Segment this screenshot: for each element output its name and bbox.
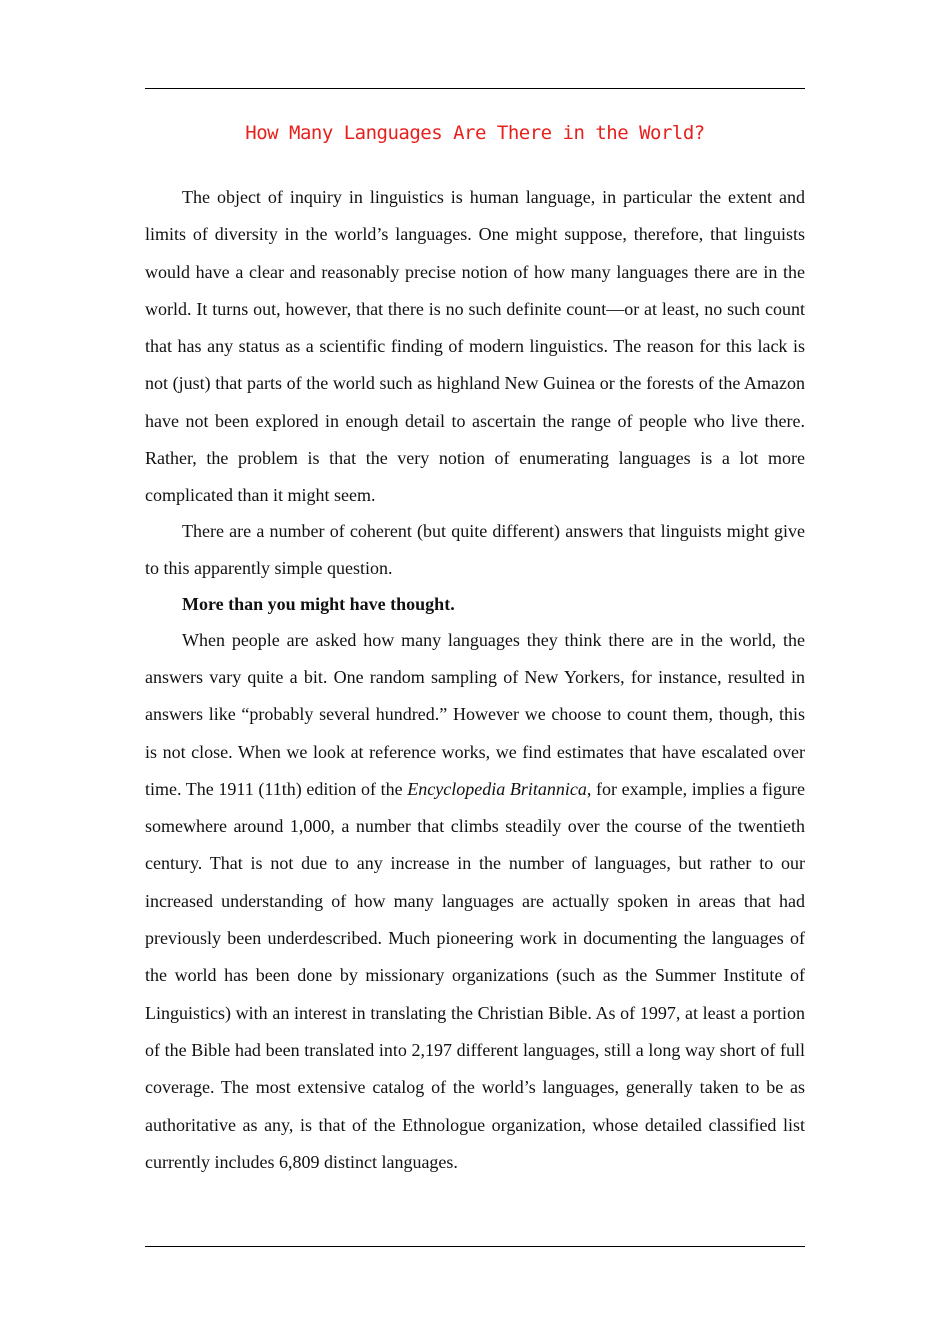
document-title: How Many Languages Are There in the World? <box>245 122 705 144</box>
top-rule <box>145 88 805 89</box>
paragraph-estimates <box>145 622 805 1181</box>
paragraph-estimates-part1: When people are asked how many languages they think there are in the world, the answers vary quite a bit. One random sampling of New Yorkers, for instance, resulted in answers like “probably several hundred.” However we choose to count them, though, this is not close. When we look at reference works, we find estimates that have escalated over time. The 1911 (11th) edition of the <box>145 629 805 799</box>
paragraph-answers: There are a number of coherent (but quite different) answers that linguists might give to this apparently simple question. <box>145 520 805 578</box>
section-heading: More than you might have thought. <box>182 593 455 614</box>
encyclopedia-title: Encyclopedia Britannica <box>407 778 587 799</box>
paragraph-intro: The object of inquiry in linguistics is human language, in particular the extent and limits of diversity in the world’s languages. One might suppose, therefore, that linguists would have a clear and reasonably precise notion of how many languages there are in the world. It turns out, however, that there is no such definite count—or at least, no such count that has any status as a scientific finding of modern linguistics. The reason for this lack is not (just) that parts of the world such as highland New Guinea or the forests of the Amazon have not been explored in enough detail to ascertain the range of people who live there. Rather, the problem is that the very notion of enumerating languages is a lot more complicated than it might seem. <box>145 187 805 506</box>
bottom-rule <box>145 1246 805 1247</box>
document-body <box>145 179 805 1181</box>
paragraph-estimates-part2: , for example, implies a figure somewhere around 1,000, a number that climbs steadily over the course of the twentieth century. That is not due to any increase in the number of languages, but rather to our increased understanding of how many languages are actually spoken in areas that had previously been underdescribed. Much pioneering work in documenting the languages of the world has been done by missionary organizations (such as the Summer Institute of Linguistics) with an interest in translating the Christian Bible. As of 1997, at least a portion of the Bible had been translated into 2,197 different languages, still a long way short of full coverage. The most extensive catalog of the world’s languages, generally taken to be as authoritative as any, is that of the Ethnologue organization, whose detailed classified list currently includes 6,809 distinct languages. <box>145 778 805 1172</box>
